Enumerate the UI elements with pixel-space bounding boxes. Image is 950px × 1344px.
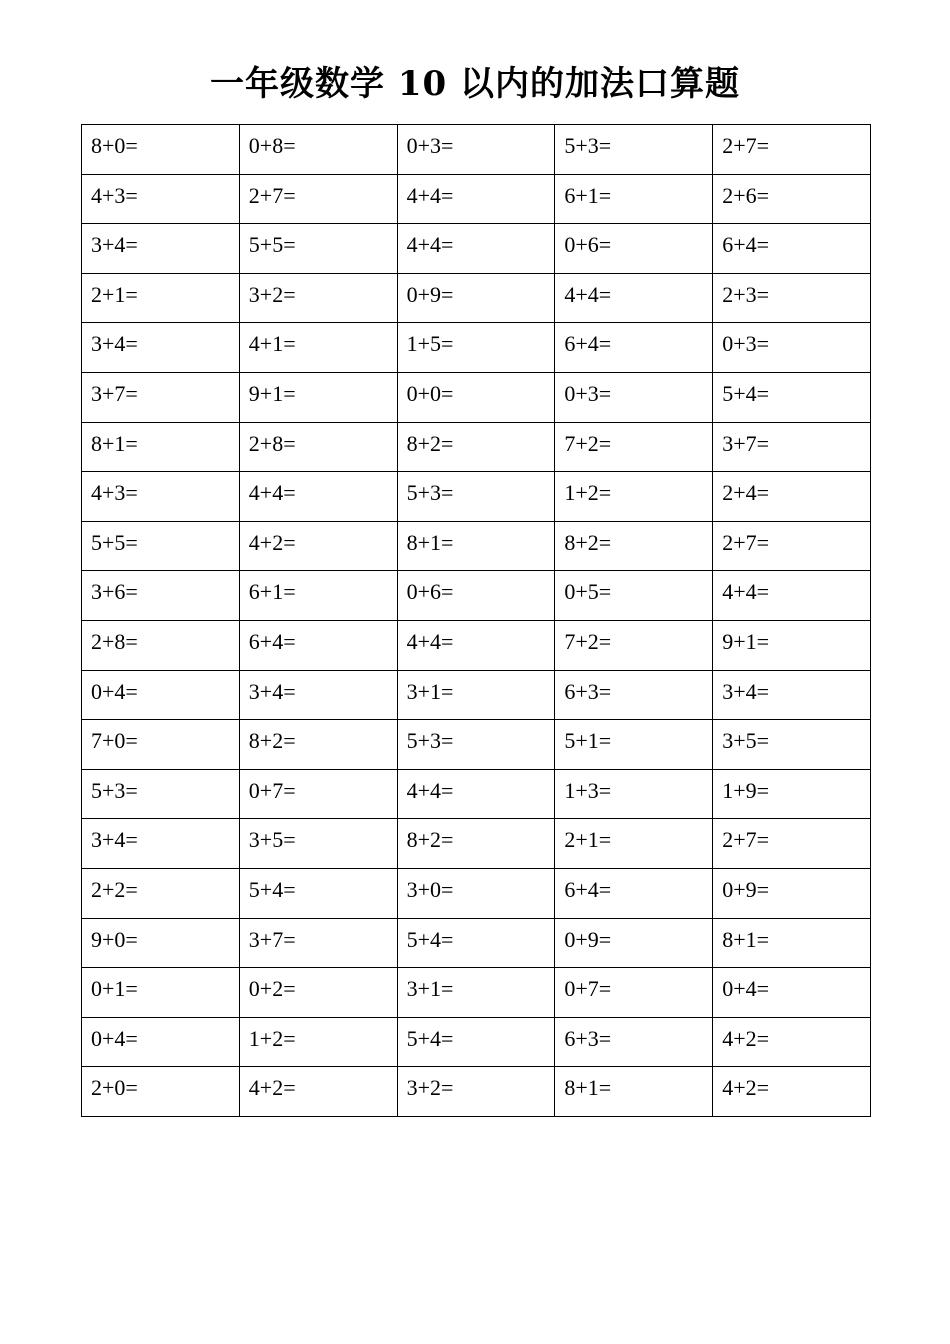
problem-cell: 6+3= [555,670,713,720]
problem-cell: 0+9= [713,868,871,918]
table-row [82,1067,871,1117]
problem-cell: 3+7= [82,372,240,422]
problem-cell: 0+2= [239,968,397,1018]
table-row [82,273,871,323]
problem-cell: 7+2= [555,422,713,472]
problem-cell: 0+3= [713,323,871,373]
problem-cell: 1+5= [397,323,555,373]
problem-cell: 0+3= [397,125,555,175]
problem-cell: 0+1= [82,968,240,1018]
table-row [82,372,871,422]
table-row [82,125,871,175]
problem-cell: 6+4= [713,224,871,274]
problem-cell: 4+2= [239,1067,397,1117]
table-row [82,670,871,720]
problem-cell: 2+2= [82,868,240,918]
table-row [82,323,871,373]
problem-cell: 5+3= [82,769,240,819]
problem-cell: 8+1= [555,1067,713,1117]
exercise-table [81,124,871,1117]
table-row [82,1017,871,1067]
problem-cell: 5+3= [397,472,555,522]
problem-cell: 5+4= [397,1017,555,1067]
problem-cell: 1+2= [555,472,713,522]
problem-cell: 5+3= [555,125,713,175]
problem-cell: 5+4= [397,918,555,968]
problem-cell: 4+2= [239,521,397,571]
problem-cell: 1+9= [713,769,871,819]
problem-cell: 2+6= [713,174,871,224]
table-row [82,472,871,522]
problem-cell: 6+1= [555,174,713,224]
problem-cell: 2+7= [713,521,871,571]
problem-cell: 2+7= [239,174,397,224]
problem-cell: 6+4= [555,868,713,918]
problem-cell: 2+7= [713,819,871,869]
problem-cell: 1+3= [555,769,713,819]
problem-cell: 3+4= [82,224,240,274]
problem-cell: 5+1= [555,720,713,770]
problem-cell: 8+2= [555,521,713,571]
problem-cell: 4+2= [713,1017,871,1067]
problem-cell: 0+9= [397,273,555,323]
problem-cell: 2+7= [713,125,871,175]
problem-cell: 5+5= [82,521,240,571]
problem-cell: 3+7= [239,918,397,968]
problem-cell: 0+0= [397,372,555,422]
problem-cell: 9+0= [82,918,240,968]
problem-cell: 0+7= [555,968,713,1018]
problem-cell: 2+3= [713,273,871,323]
problem-cell: 8+2= [397,422,555,472]
problem-cell: 7+0= [82,720,240,770]
table-row [82,769,871,819]
problem-cell: 0+5= [555,571,713,621]
table-row [82,918,871,968]
problem-cell: 3+4= [82,323,240,373]
table-row [82,968,871,1018]
problem-cell: 3+7= [713,422,871,472]
problem-cell: 4+4= [555,273,713,323]
problem-cell: 3+1= [397,670,555,720]
problem-cell: 2+8= [82,620,240,670]
problem-cell: 2+1= [82,273,240,323]
table-row [82,422,871,472]
problem-cell: 8+1= [713,918,871,968]
problem-cell: 1+2= [239,1017,397,1067]
problem-cell: 6+1= [239,571,397,621]
problem-cell: 3+5= [239,819,397,869]
problem-cell: 4+1= [239,323,397,373]
problem-cell: 5+4= [713,372,871,422]
problem-cell: 9+1= [713,620,871,670]
problem-cell: 0+4= [713,968,871,1018]
problem-cell: 6+3= [555,1017,713,1067]
problem-cell: 0+7= [239,769,397,819]
table-row [82,868,871,918]
problem-cell: 5+3= [397,720,555,770]
problem-cell: 8+0= [82,125,240,175]
problem-cell: 0+6= [555,224,713,274]
problem-cell: 3+1= [397,968,555,1018]
table-row [82,521,871,571]
problem-cell: 3+4= [239,670,397,720]
problem-cell: 3+4= [82,819,240,869]
table-row [82,571,871,621]
problem-cell: 0+4= [82,1017,240,1067]
problem-cell: 3+2= [239,273,397,323]
problem-cell: 8+2= [397,819,555,869]
problem-cell: 0+8= [239,125,397,175]
table-row [82,720,871,770]
problem-cell: 0+9= [555,918,713,968]
problem-cell: 2+0= [82,1067,240,1117]
table-row [82,174,871,224]
problem-cell: 0+6= [397,571,555,621]
problem-cell: 9+1= [239,372,397,422]
exercise-table-body [82,125,871,1117]
table-row [82,620,871,670]
problem-cell: 4+2= [713,1067,871,1117]
problem-cell: 8+1= [397,521,555,571]
problem-cell: 4+4= [397,769,555,819]
problem-cell: 2+8= [239,422,397,472]
problem-cell: 4+4= [239,472,397,522]
problem-cell: 4+4= [397,620,555,670]
table-row [82,224,871,274]
problem-cell: 6+4= [555,323,713,373]
problem-cell: 4+4= [713,571,871,621]
problem-cell: 0+3= [555,372,713,422]
problem-cell: 6+4= [239,620,397,670]
problem-cell: 3+2= [397,1067,555,1117]
problem-cell: 5+5= [239,224,397,274]
problem-cell: 4+4= [397,174,555,224]
problem-cell: 8+2= [239,720,397,770]
problem-cell: 3+5= [713,720,871,770]
problem-cell: 4+3= [82,174,240,224]
problem-cell: 7+2= [555,620,713,670]
problem-cell: 3+4= [713,670,871,720]
problem-cell: 3+6= [82,571,240,621]
problem-cell: 3+0= [397,868,555,918]
problem-cell: 4+3= [82,472,240,522]
problem-cell: 0+4= [82,670,240,720]
page-title: 一年级数学 10 以内的加法口算题 [210,64,740,104]
problem-cell: 8+1= [82,422,240,472]
problem-cell: 2+1= [555,819,713,869]
problem-cell: 5+4= [239,868,397,918]
problem-cell: 4+4= [397,224,555,274]
table-row [82,819,871,869]
problem-cell: 2+4= [713,472,871,522]
